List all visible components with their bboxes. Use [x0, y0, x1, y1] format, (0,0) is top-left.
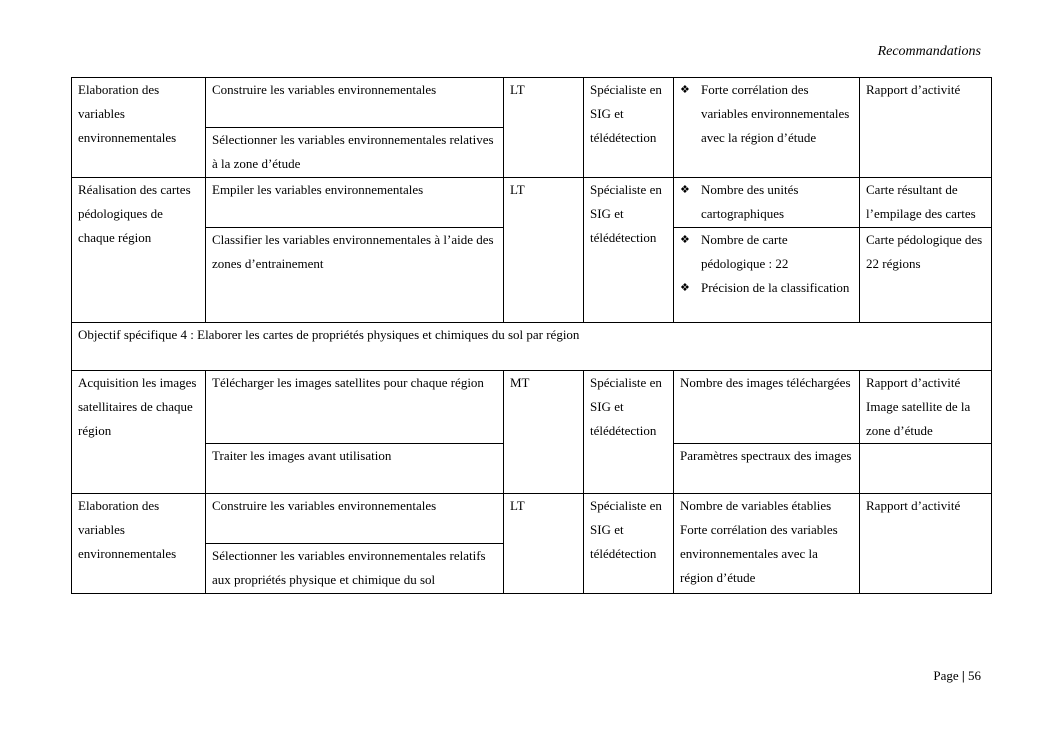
activity-cell: Elaboration des variables environnementales [72, 78, 206, 178]
task-cell: Construire les variables environnementales [206, 494, 504, 544]
indicator-cell [674, 228, 860, 323]
term-cell: LT [504, 178, 584, 323]
bullet-item: ❖ Forte corrélation des variables environnementales avec la région d’étude [680, 78, 853, 150]
source-cell: Carte résultant de l’empilage des cartes [860, 178, 992, 228]
responsible-cell: Spécialiste en SIG et télédétection [584, 494, 674, 594]
table-row [72, 371, 992, 444]
source-line: Image satellite de la zone d’étude [866, 399, 971, 438]
task-cell: Télécharger les images satellites pour chaque région [206, 371, 504, 444]
table-row [72, 78, 992, 128]
indicator-cell: Paramètres spectraux des images [674, 444, 860, 494]
page-number: 56 [968, 668, 981, 683]
objective-title: Objectif spécifique 4 : Elaborer les cartes de propriétés physiques et chimiques du sol par région [72, 323, 992, 371]
action-plan-table [71, 77, 992, 594]
activity-cell: Elaboration des variables environnementales [72, 494, 206, 594]
indicator-cell: Nombre des images téléchargées [674, 371, 860, 444]
page-footer [933, 668, 981, 684]
responsible-cell: Spécialiste en SIG et télédétection [584, 78, 674, 178]
task-cell: Construire les variables environnementales [206, 78, 504, 128]
source-cell [860, 371, 992, 444]
task-cell: Traiter les images avant utilisation [206, 444, 504, 494]
diamond-bullet-icon: ❖ [680, 184, 690, 196]
term-cell: LT [504, 78, 584, 178]
diamond-bullet-icon: ❖ [680, 234, 690, 246]
indicator-cell [674, 494, 860, 594]
task-cell: Sélectionner les variables environnementales relatives à la zone d’étude [206, 128, 504, 178]
diamond-bullet-icon: ❖ [680, 84, 690, 96]
source-line: Rapport d’activité [866, 375, 961, 390]
activity-cell: Acquisition les images satellitaires de chaque région [72, 371, 206, 494]
bullet-item: ❖ Nombre de carte pédologique : 22 [680, 228, 853, 276]
table-row [72, 494, 992, 544]
indicator-line: Forte corrélation des variables environnementales avec la région d’étude [680, 522, 838, 585]
indicator-cell [674, 78, 860, 178]
source-cell: Rapport d’activité [860, 494, 992, 594]
indicator-cell [674, 178, 860, 228]
indicator-line: Nombre de variables établies [680, 498, 832, 513]
page-separator: | [961, 668, 965, 683]
table-row [72, 178, 992, 228]
responsible-cell: Spécialiste en SIG et télédétection [584, 178, 674, 323]
task-cell: Empiler les variables environnementales [206, 178, 504, 228]
task-cell: Sélectionner les variables environnementales relatifs aux propriétés physique et chimique du sol [206, 544, 504, 594]
page-header-title: Recommandations [877, 44, 981, 59]
source-cell: Carte pédologique des 22 régions [860, 228, 992, 323]
task-cell: Classifier les variables environnementales à l’aide des zones d’entrainement [206, 228, 504, 323]
term-cell: LT [504, 494, 584, 594]
source-cell [860, 444, 992, 494]
source-cell: Rapport d’activité [860, 78, 992, 178]
activity-cell: Réalisation des cartes pédologiques de chaque région [72, 178, 206, 323]
page-label: Page [933, 668, 959, 683]
responsible-cell: Spécialiste en SIG et télédétection [584, 371, 674, 494]
objective-row [72, 323, 992, 371]
bullet-item: ❖ Précision de la classification [680, 276, 853, 300]
term-cell: MT [504, 371, 584, 494]
bullet-item: ❖ Nombre des unités cartographiques [680, 178, 853, 226]
diamond-bullet-icon: ❖ [680, 282, 690, 294]
